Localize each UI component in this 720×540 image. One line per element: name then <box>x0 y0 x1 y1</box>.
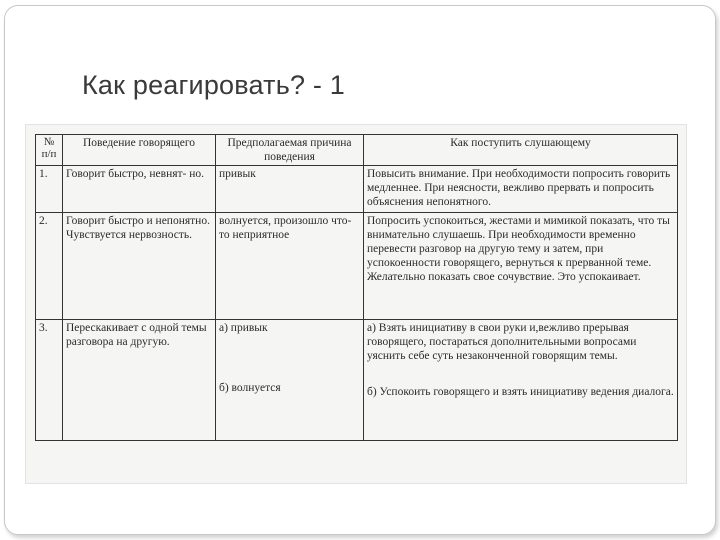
row-cause: волнуется, произошло что-то неприятное <box>216 213 364 320</box>
row-num: 1. <box>36 166 63 213</box>
row-cause: привык <box>216 166 364 213</box>
row-cause-cell <box>216 320 364 441</box>
header-num: № п/п <box>36 135 63 166</box>
header-behavior: Поведение говорящего <box>63 135 216 166</box>
row-behavior: Перескакивает с одной темы разговора на другую. <box>63 320 216 441</box>
spacer <box>219 335 360 381</box>
table-row <box>36 320 678 441</box>
header-action: Как поступить слушающему <box>364 135 678 166</box>
header-cause: Предполагаемая причина поведения <box>216 135 364 166</box>
row-num: 2. <box>36 213 63 320</box>
slide-title: Как реагировать? - 1 <box>82 70 345 100</box>
row-behavior: Говорит быстро и непонятно. Чувствуется нервозность. <box>63 213 216 320</box>
table-row <box>36 213 678 320</box>
behavior-table <box>35 134 678 441</box>
row-cause-a: а) привык <box>219 322 268 334</box>
row-num: 3. <box>36 320 63 441</box>
spacer <box>367 363 674 385</box>
row-action-b: б) Успокоить говорящего и взять инициативу ведения диалога. <box>367 386 674 398</box>
table-row <box>36 166 678 213</box>
row-action-cell <box>364 320 678 441</box>
row-action: Повысить внимание. При необходимости попросить говорить медленнее. При неясности, вежливо прервать и попросить объяснения непонятного. <box>364 166 678 213</box>
row-action: Попросить успокоиться, жестами и мимикой показать, что ты внимательно слушаешь. При необходимости временно перевести разговор на другую тему и затем, при успокоенности говорящего, вернуться к прерванной теме. Желательно показать свое сочувствие. Это успокаивает. <box>364 213 678 320</box>
row-action-a: а) Взять инициативу в свои руки и,вежливо прерывая говорящего, постараться дополнительными вопросами уяснить себе суть незаконченной говорящим темы. <box>367 322 637 362</box>
scanned-table-image <box>25 124 687 484</box>
row-behavior: Говорит быстро, невнят- но. <box>63 166 216 213</box>
row-cause-b: б) волнуется <box>219 382 281 394</box>
table-header-row <box>36 135 678 166</box>
